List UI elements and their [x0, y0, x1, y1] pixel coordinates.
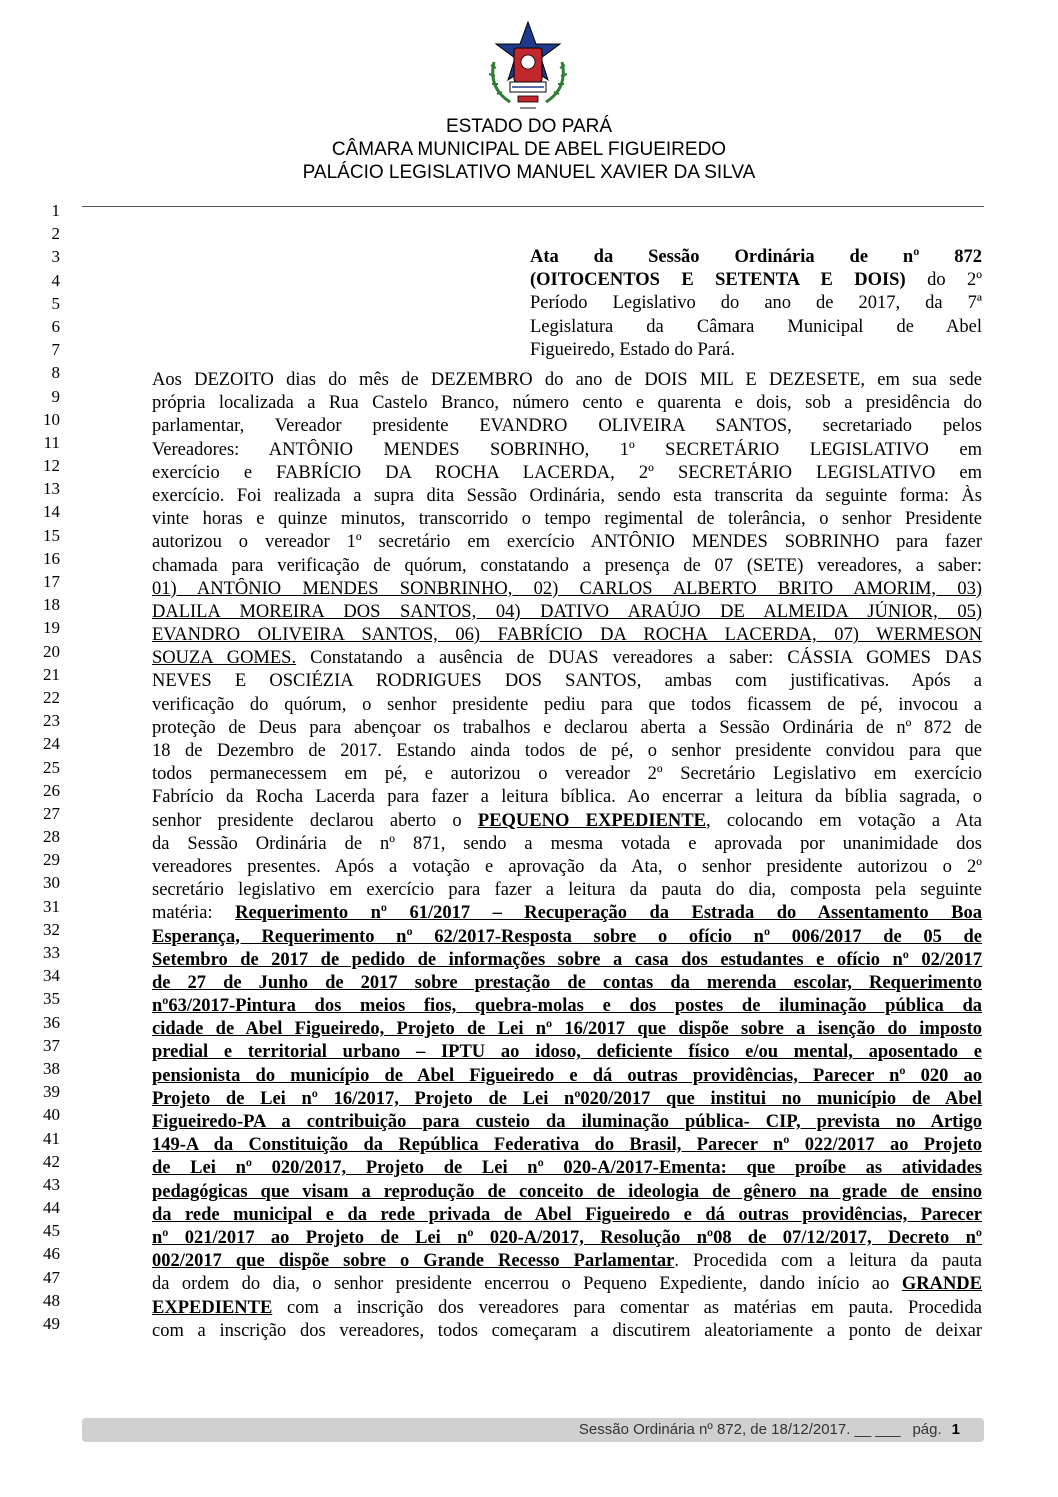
agenda-text: 002/2017 que dispõe sobre o Grande Recesso Parlamentar: [152, 1251, 675, 1272]
agenda-line: nº63/2017-Pintura dos meios fios, quebra-molas e dos postes de iluminação pública da: [152, 996, 982, 1017]
attendance-line: 01) ANTÔNIO MENDES SONBRINHO, 02) CARLOS ALBERTO BRITO AMORIM, 03): [152, 578, 982, 599]
body-line: NEVES E OSCIÉZIA RODRIGUES DOS SANTOS, ambas com justificativas. Após a: [152, 671, 982, 692]
body-line: exercício e FABRÍCIO DA ROCHA LACERDA, 2º SECRETÁRIO LEGISLATIVO em: [152, 462, 982, 483]
body-line: chamada para verificação de quórum, constatando a presença de 07 (SETE) vereadores, a saber:: [152, 555, 982, 576]
agenda-line: Setembro de 2017 de pedido de informações sobre a casa dos estudantes e ofício nº 02/2017: [152, 949, 982, 970]
line-number: 11: [43, 432, 60, 452]
agenda-line: predial e territorial urbano – IPTU ao idoso, deficiente físico e/ou mental, aposentado e: [152, 1042, 982, 1063]
body-line: verificação do quórum, o senhor presidente pediu para que todos ficassem de pé, invocou a: [152, 694, 982, 715]
agenda-line: pedagógicas que visam a reprodução de conceito de ideologia de gênero na grade de ensino: [152, 1181, 982, 1202]
body-line: Fabrício da Rocha Lacerda para fazer a leitura bíblica. Ao encerrar a leitura da bíblia sagrada, o: [152, 787, 982, 808]
line-number: 30: [43, 873, 60, 893]
agenda-line: da rede municipal e da rede privada de Abel Figueiredo e dá outras providências, Parecer: [152, 1204, 982, 1225]
body-line: [152, 810, 982, 833]
header-state: ESTADO DO PARÁ: [445, 116, 613, 137]
body-line: vereadores presentes. Após a votação e aprovação da Ata, o senhor presidente autorizou o 2º: [152, 856, 982, 877]
line-number: 31: [43, 896, 60, 916]
header-chamber: CÂMARA MUNICIPAL DE ABEL FIGUEIREDO: [331, 139, 727, 160]
line-number: 5: [51, 293, 60, 313]
line-number: 19: [43, 618, 60, 638]
body-line: [152, 1273, 982, 1296]
line-number: 1: [51, 201, 60, 220]
session-number-words: (OITOCENTOS E SETENTA E DOIS): [530, 270, 906, 291]
line-number: 26: [43, 780, 60, 800]
line-number: 42: [43, 1151, 60, 1171]
body-line: da Sessão Ordinária de nº 871, sendo a mesma votada e aprovada por unanimidade dos: [152, 833, 982, 854]
body-text: matéria:: [152, 903, 236, 924]
body-text: , colocando em votação a Ata: [705, 810, 982, 831]
body-line: secretário legislativo em exercício para fazer a leitura da pauta do dia, composta pela seguinte: [152, 880, 982, 901]
line-number: 34: [43, 966, 60, 986]
line-number: 15: [43, 525, 60, 545]
document-heading: [530, 246, 982, 362]
body-line: Aos DEZOITO dias do mês de DEZEMBRO do ano de DOIS MIL E DEZESETE, em sua sede: [152, 370, 982, 390]
body-line: [152, 1250, 982, 1273]
line-number: 12: [43, 456, 60, 476]
body-text: da ordem do dia, o senhor presidente encerrou o Pequeno Expediente, dando início ao: [152, 1274, 902, 1295]
body-line: vinte horas e quinze minutos, transcorrido o tempo regimental de tolerância, o senhor Presidente: [152, 509, 982, 530]
line-number: 6: [51, 316, 60, 336]
line-number: 38: [43, 1058, 60, 1078]
line-number: 14: [43, 502, 60, 522]
body-line: exercício. Foi realizada a supra dita Sessão Ordinária, sendo esta transcrita da seguinte forma: Às: [152, 485, 982, 506]
footer-text: [579, 1421, 960, 1438]
footer-page-label: pág.: [912, 1421, 942, 1438]
heading-line: Ata da Sessão Ordinária de nº 872: [530, 247, 982, 267]
line-number: 45: [43, 1221, 60, 1241]
line-number: 39: [43, 1082, 60, 1102]
footer-session: Sessão Ordinária nº 872, de 18/12/2017. __ ___: [578, 1421, 901, 1438]
line-number: 29: [43, 850, 60, 870]
line-number: 25: [43, 757, 60, 777]
line-number: 49: [43, 1314, 60, 1333]
heading-line: Período Legislativo do ano de 2017, da 7ª: [530, 293, 982, 314]
attendance-line: DALILA MOREIRA DOS SANTOS, 04) DATIVO ARAÚJO DE ALMEIDA JÚNIOR, 05): [152, 601, 982, 622]
heading-line: Legislatura da Câmara Municipal de Abel: [530, 316, 982, 337]
body-text: Constatando a ausência de DUAS vereadores a saber: CÁSSIA GOMES DAS: [296, 648, 982, 669]
line-number: 36: [43, 1012, 60, 1032]
body-line: 18 de Dezembro de 2017. Estando ainda todos de pé, o senhor presidente convidou para que: [152, 741, 982, 761]
agenda-text: Requerimento nº 61/2017 – Recuperação da Estrada do Assentamento Boa: [235, 903, 982, 924]
body-line: parlamentar, Vereador presidente EVANDRO OLIVEIRA SANTOS, secretariado pelos: [152, 416, 982, 437]
agenda-line: pensionista do município de Abel Figueiredo e dá outras providências, Parecer nº 020 ao: [152, 1065, 982, 1086]
municipal-coat-of-arms-icon: [480, 18, 576, 114]
line-number: 35: [43, 989, 60, 1009]
agenda-line: 149-A da Constituição da República Federativa do Brasil, Parecer nº 022/2017 ao Projeto: [152, 1135, 982, 1156]
line-number: 2: [51, 224, 60, 244]
header-divider: [82, 206, 984, 207]
attendance-text: SOUZA GOMES.: [152, 648, 297, 669]
agenda-line: de Lei nº 020/2017, Projeto de Lei nº 020-A/2017-Ementa: que proíbe as atividades: [152, 1158, 982, 1179]
body-line: proteção de Deus para abençoar os trabalhos e declarou aberta a Sessão Ordinária de nº 872 de: [152, 717, 982, 738]
line-number: 44: [43, 1198, 60, 1218]
line-number: 32: [43, 919, 60, 939]
line-number: 8: [51, 363, 60, 383]
body-text: . Procedida com a leitura da pauta: [674, 1251, 982, 1272]
header-palace: PALÁCIO LEGISLATIVO MANUEL XAVIER DA SILVA: [302, 162, 756, 183]
line-number: 33: [43, 943, 60, 962]
line-number: 9: [51, 386, 60, 406]
line-number: 47: [43, 1267, 60, 1287]
line-number: 37: [43, 1035, 60, 1055]
line-number: 7: [51, 340, 60, 360]
line-number: 27: [43, 803, 60, 823]
agenda-line: cidade de Abel Figueiredo, Projeto de Lei nº 16/2017 que dispõe sobre a isenção do imposto: [152, 1019, 982, 1040]
line-number: 13: [43, 479, 60, 499]
line-number: 40: [43, 1105, 60, 1125]
body-text: com a inscrição dos vereadores para comentar as matérias em pauta. Procedida: [272, 1297, 982, 1318]
body-line: [152, 902, 982, 925]
line-number: 28: [43, 827, 60, 847]
line-numbers: [0, 199, 60, 1335]
page-footer: [82, 1418, 984, 1442]
agenda-line: de 27 de Junho de 2017 sobre prestação de contas da merenda escolar, Requerimento: [152, 972, 982, 993]
line-number: 16: [43, 548, 60, 568]
agenda-line: nº 021/2017 ao Projeto de Lei nº 020-A/2017, Resolução nº08 de 07/12/2017, Decreto nº: [152, 1227, 982, 1248]
footer-page-number: 1: [951, 1421, 960, 1438]
line-number: 21: [43, 664, 60, 684]
body-line: própria localizada a Rua Castelo Branco, número cento e quarenta e dois, sob a presidência do: [152, 393, 982, 414]
pequeno-expediente-label: PEQUENO EXPEDIENTE: [477, 810, 706, 831]
body-text: senhor presidente declarou aberto o: [152, 810, 478, 831]
line-number: 3: [51, 247, 60, 267]
agenda-line: Esperança, Requerimento nº 62/2017-Resposta sobre o ofício nº 006/2017 de 05 de: [152, 926, 982, 947]
line-number: 24: [43, 734, 60, 754]
grande-expediente-label: GRANDE: [901, 1274, 982, 1295]
line-number: 22: [43, 687, 60, 707]
line-number: 4: [51, 270, 60, 290]
heading-line: [530, 269, 982, 292]
line-number: 17: [43, 572, 60, 591]
minutes-body: [152, 369, 982, 1343]
body-line: com a inscrição dos vereadores, todos começaram a discutirem aleatoriamente a ponto de deixar: [152, 1320, 982, 1341]
line-number: 41: [43, 1128, 60, 1148]
line-number: 46: [43, 1244, 60, 1264]
line-number: 23: [43, 711, 60, 731]
agenda-line: Figueiredo-PA a contribuição para custeio da iluminação pública- CIP, prevista no Artigo: [152, 1112, 982, 1132]
heading-line: Figueiredo, Estado do Pará.: [530, 339, 735, 360]
body-line: [152, 647, 982, 670]
body-line: [152, 1297, 982, 1320]
line-number: 43: [43, 1174, 60, 1194]
attendance-line: EVANDRO OLIVEIRA SANTOS, 06) FABRÍCIO DA ROCHA LACERDA, 07) WERMESON: [152, 625, 982, 646]
heading-text: do 2º: [905, 270, 982, 291]
body-line: Vereadores: ANTÔNIO MENDES SOBRINHO, 1º SECRETÁRIO LEGISLATIVO em: [152, 439, 982, 460]
body-line: autorizou o vereador 1º secretário em exercício ANTÔNIO MENDES SOBRINHO para fazer: [152, 532, 982, 553]
line-number: 48: [43, 1290, 60, 1310]
line-number: 18: [43, 595, 60, 615]
body-line: todos permanecessem em pé, e autorizou o vereador 2º Secretário Legislativo em exercício: [152, 764, 982, 785]
agenda-line: Projeto de Lei nº 16/2017, Projeto de Lei nº020/2017 que institui no município de Abel: [152, 1088, 982, 1109]
grande-expediente-label: EXPEDIENTE: [152, 1297, 273, 1318]
line-number: 20: [43, 641, 60, 661]
line-number: 10: [43, 409, 60, 429]
